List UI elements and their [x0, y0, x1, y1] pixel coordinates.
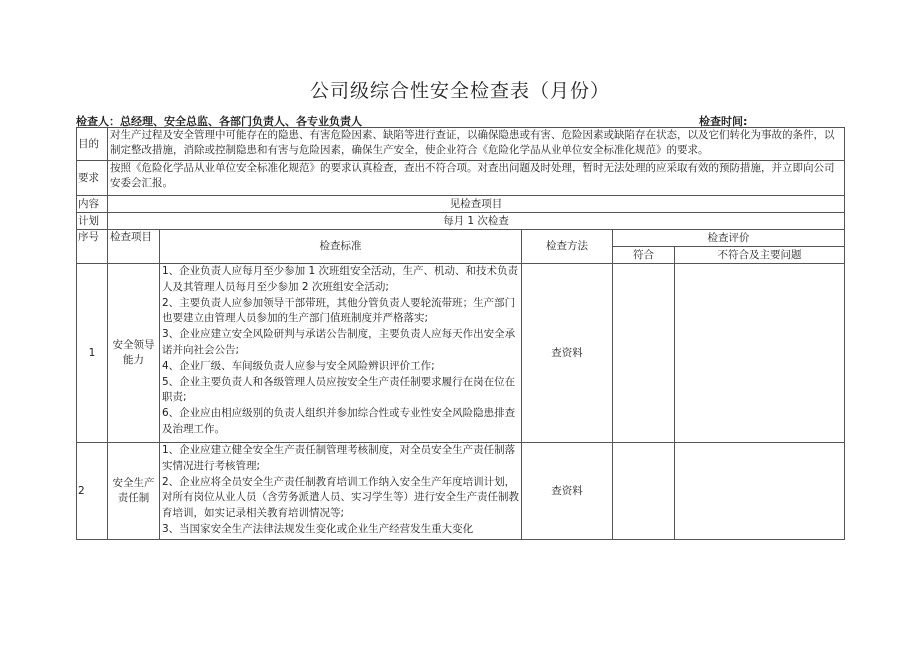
item-method: 查资料 [522, 264, 613, 443]
plan-row [77, 213, 845, 230]
item-nonconform-cell[interactable] [675, 264, 845, 443]
col-seq-header: 序号 [77, 230, 108, 264]
content-row [77, 196, 845, 213]
inspection-time-label: 检查时间: [699, 115, 748, 128]
checklist-table [76, 127, 845, 540]
standard-line: 3、企业应建立安全风险研判与承诺公告制度，主要负责人应每天作出安全承诺并向社会公告; [162, 328, 516, 356]
item-seq: 2 [77, 443, 108, 540]
col-method-header: 检查方法 [522, 230, 613, 264]
requirement-label: 要求 [77, 161, 108, 196]
item-seq: 1 [77, 264, 108, 443]
header-line [76, 113, 844, 127]
standard-line: 6、企业应由相应级别的负责人组织并参加综合性或专业性安全风险隐患排查及治理工作。 [162, 407, 516, 435]
document-title: 公司级综合性安全检查表（月份） [309, 80, 610, 102]
item-conform-cell[interactable] [613, 264, 675, 443]
standard-line: 2、主要负责人应参加领导干部带班，其他分管负责人要轮流带班；生产部门也要建立由管理人员参加的生产部门值班制度并严格落实; [162, 296, 516, 325]
inspector-label: 检查人：总经理、安全总监、各部门负责人、各专业负责人 [76, 115, 362, 128]
table-row [77, 443, 845, 540]
col-standard-header: 检查标准 [160, 230, 522, 264]
purpose-label: 目的 [77, 128, 108, 161]
item-method: 查资料 [522, 443, 613, 540]
item-name: 安全领导能力 [108, 264, 160, 443]
content-label: 内容 [77, 196, 108, 213]
item-standards [160, 264, 522, 443]
item-name: 安全生产责任制 [108, 443, 160, 540]
plan-text: 每月 1 次检查 [108, 213, 845, 230]
standard-line: 2、企业应将全员安全生产责任制教育培训工作纳入安全生产年度培训计划，对所有岗位从业人员（含劳务派遣人员、实习学生等）进行安全生产责任制教育培训，如实记录相关教育培训情况等; [162, 475, 519, 520]
col-item-header: 检查项目 [108, 230, 160, 264]
standard-line: 1、企业应建立健全安全生产责任制管理考核制度，对全员安全生产责任制落实情况进行考核管理; [162, 444, 516, 472]
purpose-text: 对生产过程及安全管理中可能存在的隐患、有害危险因素、缺陷等进行查证，以确保隐患或有害、危险因素或缺陷存在状态，以及它们转化为事故的条件，以制定整改措施，消除或控制隐患和有害与危险因素，确保生产安全，使企业符合《危险化学品从业单位安全标准化规范》的要求。 [108, 128, 845, 161]
standard-line: 1、企业负责人应每月至少参加 1 次班组安全活动，生产、机动、和技术负责人及其管理人员每月至少参加 2 次班组安全活动; [162, 265, 519, 293]
plan-label: 计划 [77, 213, 108, 230]
item-standards [160, 443, 522, 540]
table-row [77, 264, 845, 443]
column-header-row [77, 230, 845, 247]
standard-line: 3、当国家安全生产法律法规发生变化或企业生产经营发生重大变化 [162, 522, 474, 535]
requirement-text: 按照《危险化学品从业单位安全标准化规范》的要求认真检查，查出不符合项。对查出问题及时处理，暂时无法处理的应采取有效的预防措施，并立即向公司安委会汇报。 [108, 161, 845, 196]
purpose-row [77, 128, 845, 161]
content-text: 见检查项目 [108, 196, 845, 213]
standard-line: 5、企业主要负责人和各级管理人员应按安全生产责任制要求履行在岗在位在职责; [162, 375, 516, 404]
standard-line: 4、企业厂级、车间级负责人应参与安全风险辨识评价工作; [162, 359, 435, 372]
requirement-row [77, 161, 845, 196]
col-evaluation-header: 检查评价 [613, 230, 845, 247]
col-nonconform-header: 不符合及主要问题 [675, 247, 845, 264]
item-conform-cell[interactable] [613, 443, 675, 540]
item-nonconform-cell[interactable] [675, 443, 845, 540]
col-conform-header: 符合 [613, 247, 675, 264]
